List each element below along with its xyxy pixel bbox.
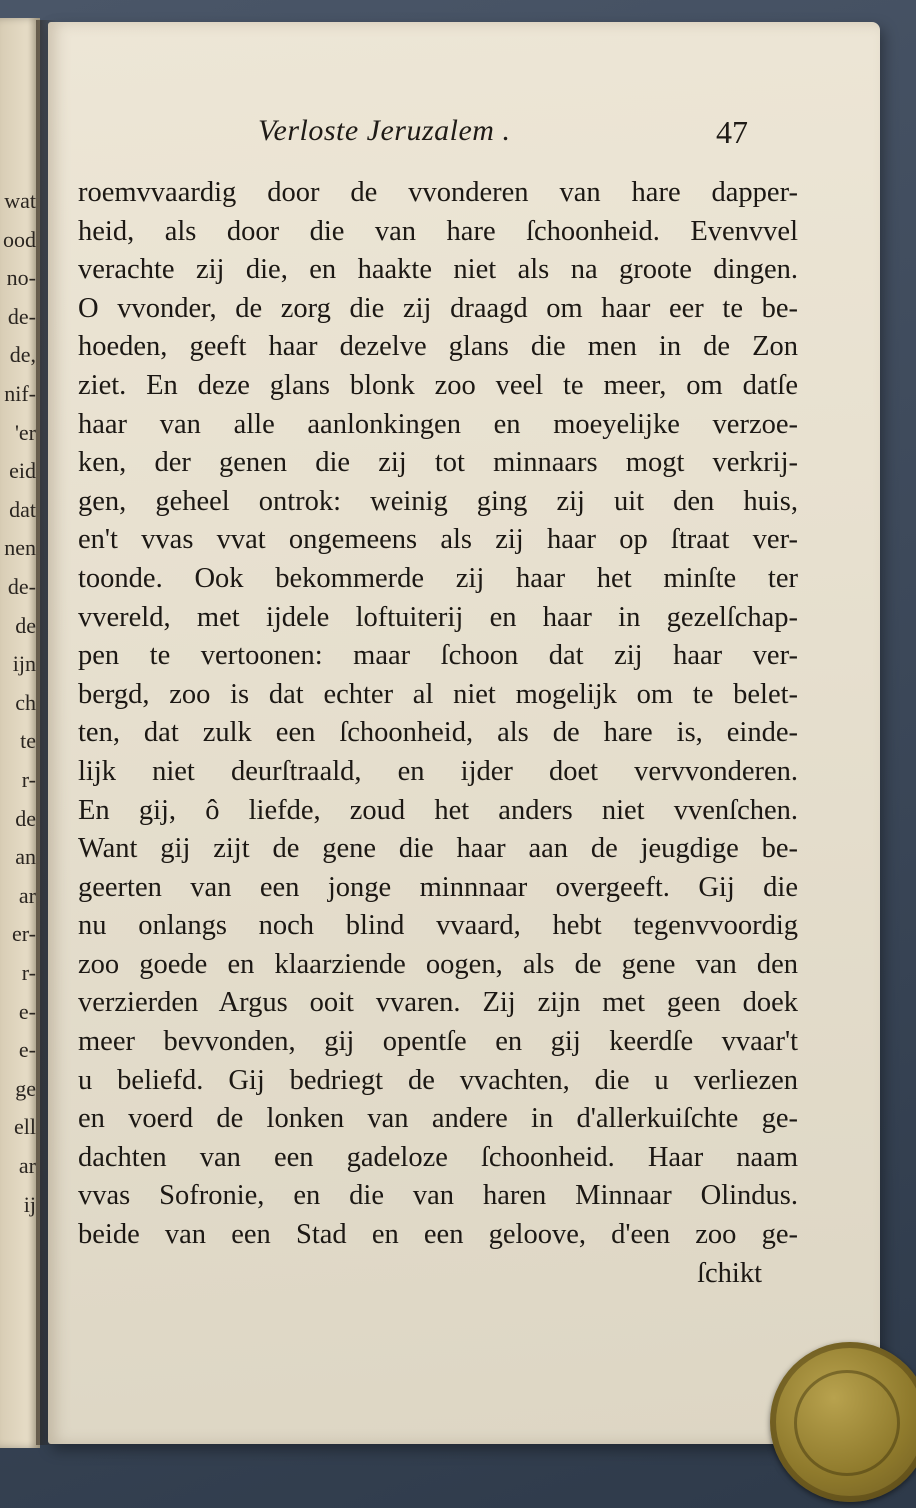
text-line: roemvvaardig door de vvonderen van hare dapper-	[78, 177, 798, 208]
running-head-title: Verloste Jeruzalem .	[258, 114, 511, 147]
left-page-fragment: te	[20, 728, 36, 754]
left-page-fragment: de-	[7, 303, 36, 329]
text-line: hoeden, geeft haar dezelve glans die men in de Zon	[78, 331, 798, 363]
text-line: Want gij zijt de gene die haar aan de jeugdige be-	[78, 833, 798, 865]
left-page-fragment: nen	[4, 535, 36, 561]
left-page-fragment: 'er	[14, 419, 36, 445]
left-page-fragment: nif-	[4, 381, 36, 406]
running-head	[48, 114, 880, 154]
left-page-fragment: dat	[9, 496, 36, 522]
left-page-fragment: an	[15, 844, 36, 870]
text-line: geerten van een jonge minnnaar overgeeft. Gij die	[78, 871, 798, 903]
text-line: ten, dat zulk een ſchoonheid, als de hare is, einde-	[78, 717, 798, 749]
text-line: u beliefd. Gij bedriegt de vvachten, die u verliezen	[78, 1064, 798, 1096]
left-page-fragment: ch	[15, 689, 36, 715]
left-page-fragment: ge	[15, 1075, 36, 1101]
text-line: nu onlangs noch blind vvaard, hebt tegenvvoordig	[78, 910, 798, 942]
left-page-fragment: e-	[18, 1037, 36, 1063]
coin-scale-reference	[770, 1342, 916, 1502]
body-text	[78, 174, 798, 1293]
left-page-fragment: ell	[14, 1114, 36, 1140]
text-line: verachte zij die, en haakte niet als na groote dingen.	[78, 254, 798, 286]
text-line: vvas Sofronie, en die van haren Minnaar Olindus.	[78, 1180, 798, 1212]
left-page-fragment: de	[15, 612, 36, 638]
text-line: dachten van een gadeloze ſchoonheid. Haar naam	[78, 1141, 798, 1173]
left-page-fragment: eid	[9, 458, 36, 484]
text-line: toonde. Ook bekommerde zij haar het minſte ter	[78, 562, 798, 594]
left-page-fragment: ijn	[12, 651, 36, 677]
left-page-fragment: er-	[12, 921, 36, 947]
facing-page-left	[0, 18, 40, 1448]
text-line: ken, der genen die zij tot minnaars mogt verkrij-	[78, 447, 798, 479]
text-line: bergd, zoo is dat echter al niet mogelijk om te belet-	[78, 678, 798, 710]
text-line: verzierden Argus ooit vvaren. Zij zijn met geen doek	[78, 987, 798, 1019]
text-line: zoo goede en klaarziende oogen, als de gene van den	[78, 948, 798, 980]
text-line: vvereld, met ijdele loftuiterij en haar in gezelſchap-	[78, 601, 798, 633]
left-page-fragment: no-	[6, 265, 36, 291]
text-line: En gij, ô liefde, zoud het anders niet vvenſchen.	[78, 794, 798, 826]
text-line: beide van een Stad en een geloove, d'een zoo ge-	[78, 1219, 798, 1251]
text-line: meer bevvonden, gij opentſe en gij keerdſe vvaar't	[78, 1026, 798, 1058]
left-page-fragment: de	[15, 805, 36, 831]
text-line: ziet. En deze glans blonk zoo veel te meer, om datſe	[78, 369, 798, 401]
text-line: en voerd de lonken van andere in d'allerkuiſchte ge-	[78, 1103, 798, 1135]
page-number: 47	[716, 114, 748, 150]
book-page	[48, 22, 880, 1444]
left-page-fragment: ar	[18, 1153, 36, 1178]
text-line: haar van alle aanlonkingen en moeyelijke verzoe-	[78, 408, 798, 440]
left-page-fragment: e-	[18, 998, 36, 1024]
left-page-fragment: ar	[18, 882, 36, 908]
coin-emblem	[794, 1370, 900, 1476]
left-page-fragment: ood	[3, 226, 36, 252]
left-page-fragment: r-	[21, 960, 36, 985]
text-line: pen te vertoonen: maar ſchoon dat zij haar ver-	[78, 640, 798, 672]
text-line: heid, als door die van hare ſchoonheid. Evenvvel	[78, 215, 798, 247]
text-line: en't vvas vvat ongemeens als zij haar op ſtraat ver-	[78, 524, 798, 556]
left-page-fragment: de-	[7, 574, 36, 599]
left-page-fragment: ij	[23, 1191, 36, 1217]
left-page-fragment: de,	[9, 342, 36, 368]
text-line: O vvonder, de zorg die zij draagd om haar eer te be-	[78, 292, 798, 324]
text-line: gen, geheel ontrok: weinig ging zij uit den huis,	[78, 485, 798, 517]
text-line: lijk niet deurſtraald, en ijder doet vervvonderen.	[78, 755, 798, 787]
left-page-fragment: r-	[21, 767, 36, 792]
text-line: ſchikt	[697, 1257, 762, 1289]
left-page-fragment: wat	[4, 188, 36, 213]
